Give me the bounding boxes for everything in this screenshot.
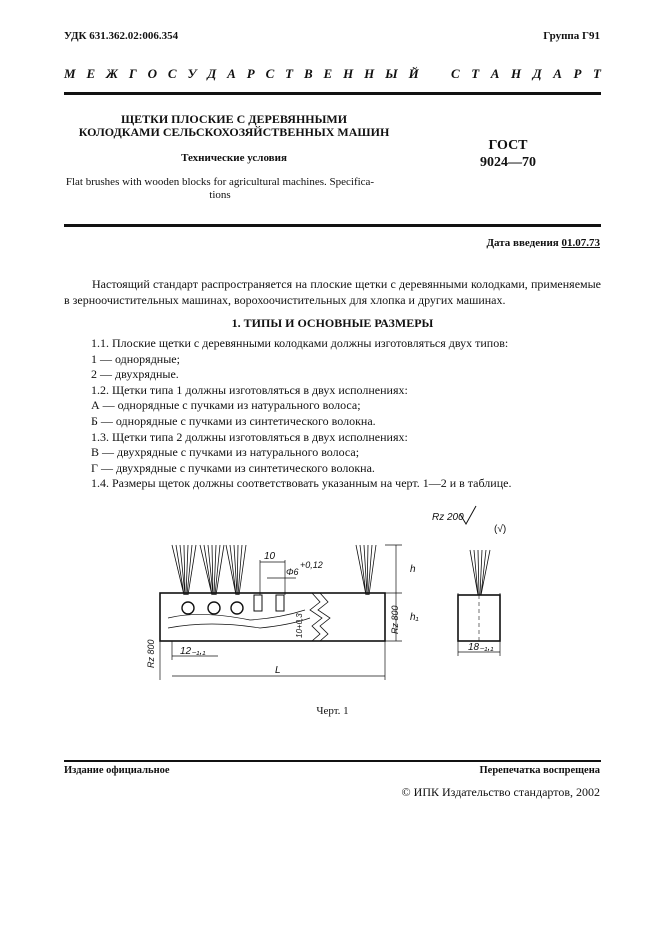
- banner-letter: Р: [573, 66, 582, 81]
- banner-letter: А: [490, 66, 500, 81]
- standard-banner: [64, 66, 601, 82]
- clause-item: В — двухрядные с пучками из натурального волоса;: [91, 445, 360, 460]
- english-title-line-2: tions: [209, 189, 231, 201]
- banner-letter: Д: [532, 66, 542, 81]
- drawing-rz800-right: Rz 800: [390, 605, 400, 634]
- banner-letter: С: [265, 66, 275, 81]
- drawing-h1: h₁: [410, 612, 419, 623]
- clause-item: 1 — однорядные;: [91, 351, 180, 366]
- udk-code: УДК 631.362.02:006.354: [64, 30, 179, 42]
- clause-item: 1.1. Плоские щетки с деревянными колодками должны изготовляться двух типов:: [91, 336, 509, 350]
- clause-list: [91, 336, 511, 492]
- banner-letter: Е: [86, 66, 96, 81]
- banner-letter: Н: [364, 66, 375, 81]
- date-value: 01.07.73: [561, 237, 600, 249]
- banner-letter: Н: [343, 66, 354, 81]
- clause-item: А — однорядные с пучками из натурального волоса;: [91, 398, 361, 413]
- drawing-dim-18: 18₋₁,₁: [468, 642, 494, 653]
- document-subtitle: Технические условия: [181, 152, 287, 164]
- banner-letter: Н: [511, 66, 522, 81]
- banner-letter: Т: [592, 66, 601, 81]
- banner-letter: О: [147, 66, 157, 81]
- drawing-phi6: Φ6: [286, 567, 299, 577]
- english-title-line-1: Flat brushes with wooden blocks for agricultural machines. Specifica-: [65, 176, 375, 188]
- banner-letter: Ы: [385, 66, 398, 81]
- banner-letter: Й: [408, 66, 419, 81]
- drawing-dim-12: 12₋₁,₁: [180, 646, 206, 657]
- english-title: [64, 176, 376, 202]
- figure-caption: Черт. 1: [316, 705, 349, 717]
- header-bottom-rule: [64, 224, 601, 227]
- banner-letter: У: [187, 66, 197, 81]
- drawing-dim-10: 10: [264, 551, 276, 562]
- gost-label: ГОСТ: [488, 138, 528, 153]
- banner-letter: С: [451, 66, 460, 81]
- banner-letter: А: [227, 66, 236, 81]
- clause-item: 1.4. Размеры щеток должны соответствовать указанным на черт. 1—2 и в таблице.: [91, 476, 512, 491]
- banner-letter: Т: [285, 66, 294, 81]
- gost-designation: [468, 137, 548, 171]
- banner-letter: А: [553, 66, 562, 81]
- section-title: 1. ТИПЫ И ОСНОВНЫЕ РАЗМЕРЫ: [231, 316, 434, 330]
- banner-letter: Д: [207, 66, 217, 81]
- drawing-rz200: Rz 200: [432, 512, 464, 523]
- group-code: Группа Г91: [543, 30, 600, 42]
- intro-paragraph: Настоящий стандарт распространяется на плоские щетки с деревянными колодками, применяемые в зерноочистительных машинах, ворохоочистительных для хлопка и других машинах.: [64, 277, 601, 307]
- brush-drawing: [140, 500, 530, 695]
- banner-letter: С: [167, 66, 177, 81]
- clause-item: Г — двухрядные с пучками из синтетического волокна.: [91, 460, 375, 475]
- footer-rule: [64, 760, 601, 762]
- gost-number: 9024—70: [480, 155, 536, 170]
- clause-item: 1.2. Щетки типа 1 должны изготовляться в двух исполнениях:: [91, 382, 408, 397]
- banner-word-standard: [451, 66, 601, 82]
- banner-letter: В: [303, 66, 313, 81]
- drawing-h: h: [410, 564, 416, 575]
- clause-item: 1.3. Щетки типа 2 должны изготовляться в двух исполнениях:: [91, 429, 408, 444]
- top-rule: [64, 92, 601, 95]
- banner-letter: Р: [246, 66, 255, 81]
- title-line-1: ЩЕТКИ ПЛОСКИЕ С ДЕРЕВЯННЫМИ: [120, 112, 348, 126]
- clause-item: Б — однорядные с пучками из синтетического волокна.: [91, 413, 376, 428]
- drawing-depth: 10+0,3: [295, 613, 304, 638]
- banner-word-interstate: [64, 66, 419, 82]
- document-title: [64, 113, 404, 139]
- reprint-forbidden: Перепечатка воспрещена: [479, 765, 600, 776]
- drawing-L: L: [275, 665, 281, 676]
- banner-letter: Е: [323, 66, 333, 81]
- banner-letter: М: [64, 66, 76, 81]
- drawing-rz800-left: Rz 800: [146, 639, 156, 668]
- date-label: Дата введения: [486, 237, 559, 249]
- banner-letter: Т: [471, 66, 480, 81]
- official-edition: Издание официальное: [64, 765, 170, 776]
- brush-block-side-view: [458, 550, 500, 641]
- banner-letter: Ж: [106, 66, 118, 81]
- title-line-2: КОЛОДКАМИ СЕЛЬСКОХОЗЯЙСТВЕННЫХ МАШИН: [78, 125, 390, 139]
- banner-letter: Г: [128, 66, 137, 81]
- introduction-date: [486, 237, 600, 249]
- drawing-check: (√): [494, 524, 507, 535]
- copyright: © ИПК Издательство стандартов, 2002: [401, 785, 600, 799]
- clause-item: 2 — двухрядные.: [91, 367, 179, 382]
- drawing-tol012: +0,12: [300, 560, 323, 570]
